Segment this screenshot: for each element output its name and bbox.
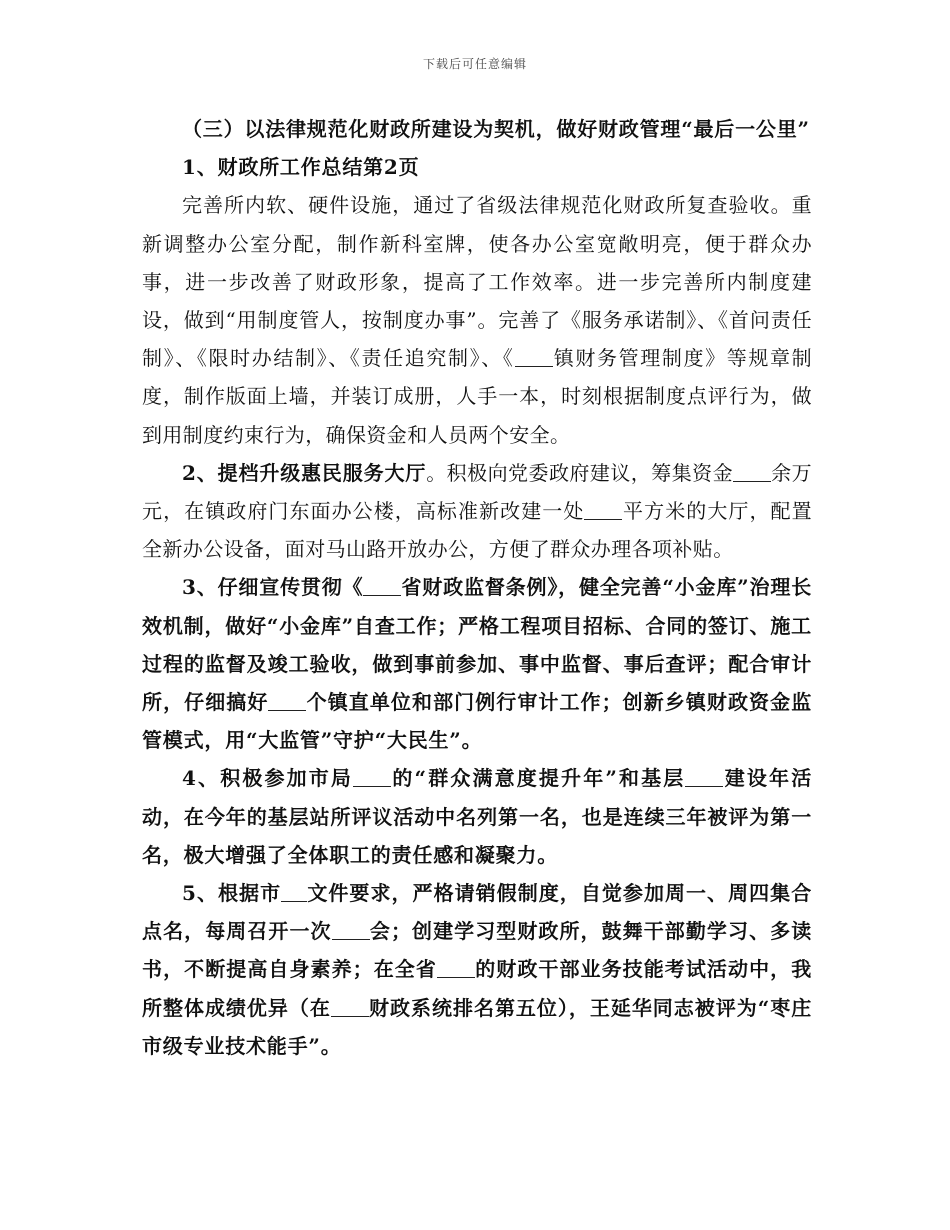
item-4-text-c: 建设年活动，在今年的基层站所评议活动中名列第一名，也是连续三年被评为第一名，极大增强了全体职工的责任感和凝聚力。 <box>142 766 812 867</box>
item-5-text-b: 文件要求，严格请销假制度，自觉参加周一、周四集合点名，每周召开一次 <box>142 881 812 944</box>
item-1-paragraph <box>142 186 812 453</box>
blank-line <box>331 996 369 1017</box>
item-5-text-d: 的财政干部业务技能考试活动中，我所整体成绩优异（在 <box>142 957 812 1020</box>
blank-line <box>332 919 370 940</box>
item-3-paragraph <box>142 568 812 759</box>
item-3-text-a: 3、仔细宣传贯彻《 <box>182 575 364 600</box>
item-2-text-a: 。积极向党委政府建议，筹集资金 <box>426 460 734 485</box>
item-2-lead: 2、提档升级惠民服务大厅 <box>182 460 427 485</box>
item-1-text-a: 完善所内软、硬件设施，通过了省级法律规范化财政所复查验收。重新调整办公室分配，制作新科室牌，使各办公室宽敞明亮，便于群众办事，进一步改善了财政形象，提高了工作效率。进一步完善所内制度建设，做到“用制度管人，按制度办事”。完善了《服务承诺制》、《首问责任制》、《限时办结制》、《责任追究制》、《 <box>142 193 812 371</box>
page-header: 下载后可任意编辑 <box>422 57 527 71</box>
item-3-text-c: 个镇直单位和部门例行审计工作；创新乡镇财政资金监管模式，用“大监管”守护“大民生”。 <box>142 690 812 753</box>
item-2-paragraph <box>142 454 812 569</box>
blank-line <box>363 575 401 596</box>
item-3-text-b: 省财政监督条例》，健全完善“小金库”治理长效机制，做好“小金库”自查工作；严格工程项目招标、合同的签订、施工过程的监督及竣工验收，做到事前参加、事中监督、事后查评；配合审计所，仔细搞好 <box>142 575 812 715</box>
section-heading: （三）以法律规范化财政所建设为契机，做好财政管理“最后一公里” <box>182 117 810 141</box>
item-5-paragraph <box>142 874 812 1065</box>
blank-line <box>584 499 622 520</box>
blank-line <box>268 690 306 711</box>
item-4-paragraph <box>142 759 812 874</box>
item-4-text-b: 的“群众满意度提升年”和基层 <box>391 766 686 791</box>
blank-line <box>685 766 723 787</box>
item-1-text-b: 镇财务管理制度》等规章制度，制作版面上墙，并装订成册，人手一本，时刻根据制度点评行为，做到用制度约束行为，确保资金和人员两个安全。 <box>142 346 812 447</box>
blank-line <box>353 766 391 787</box>
item-2-text-b: 余万元，在镇政府门东面办公楼，高标准新改建一处 <box>142 460 812 524</box>
item-5-text-c: 会；创建学习型财政所，鼓舞干部勤学习、多读书，不断提高自身素养；在全省 <box>142 919 812 982</box>
item-1-title: 1、财政所工作总结第2页 <box>182 155 420 180</box>
blank-line <box>281 881 307 902</box>
item-5-text-a: 5、根据市 <box>182 881 282 906</box>
blank-line <box>437 957 475 978</box>
item-4-text-a: 4、积极参加市局 <box>182 766 354 791</box>
document-body <box>142 110 812 1065</box>
item-2-text-c: 平方米的大厅，配置全新办公设备，面对马山路开放办公，方便了群众办理各项补贴。 <box>142 499 812 562</box>
blank-line <box>733 461 771 482</box>
item-5-text-e: 财政系统排名第五位），王延华同志被评为“枣庄市级专业技术能手”。 <box>142 995 812 1058</box>
blank-line <box>515 346 553 367</box>
